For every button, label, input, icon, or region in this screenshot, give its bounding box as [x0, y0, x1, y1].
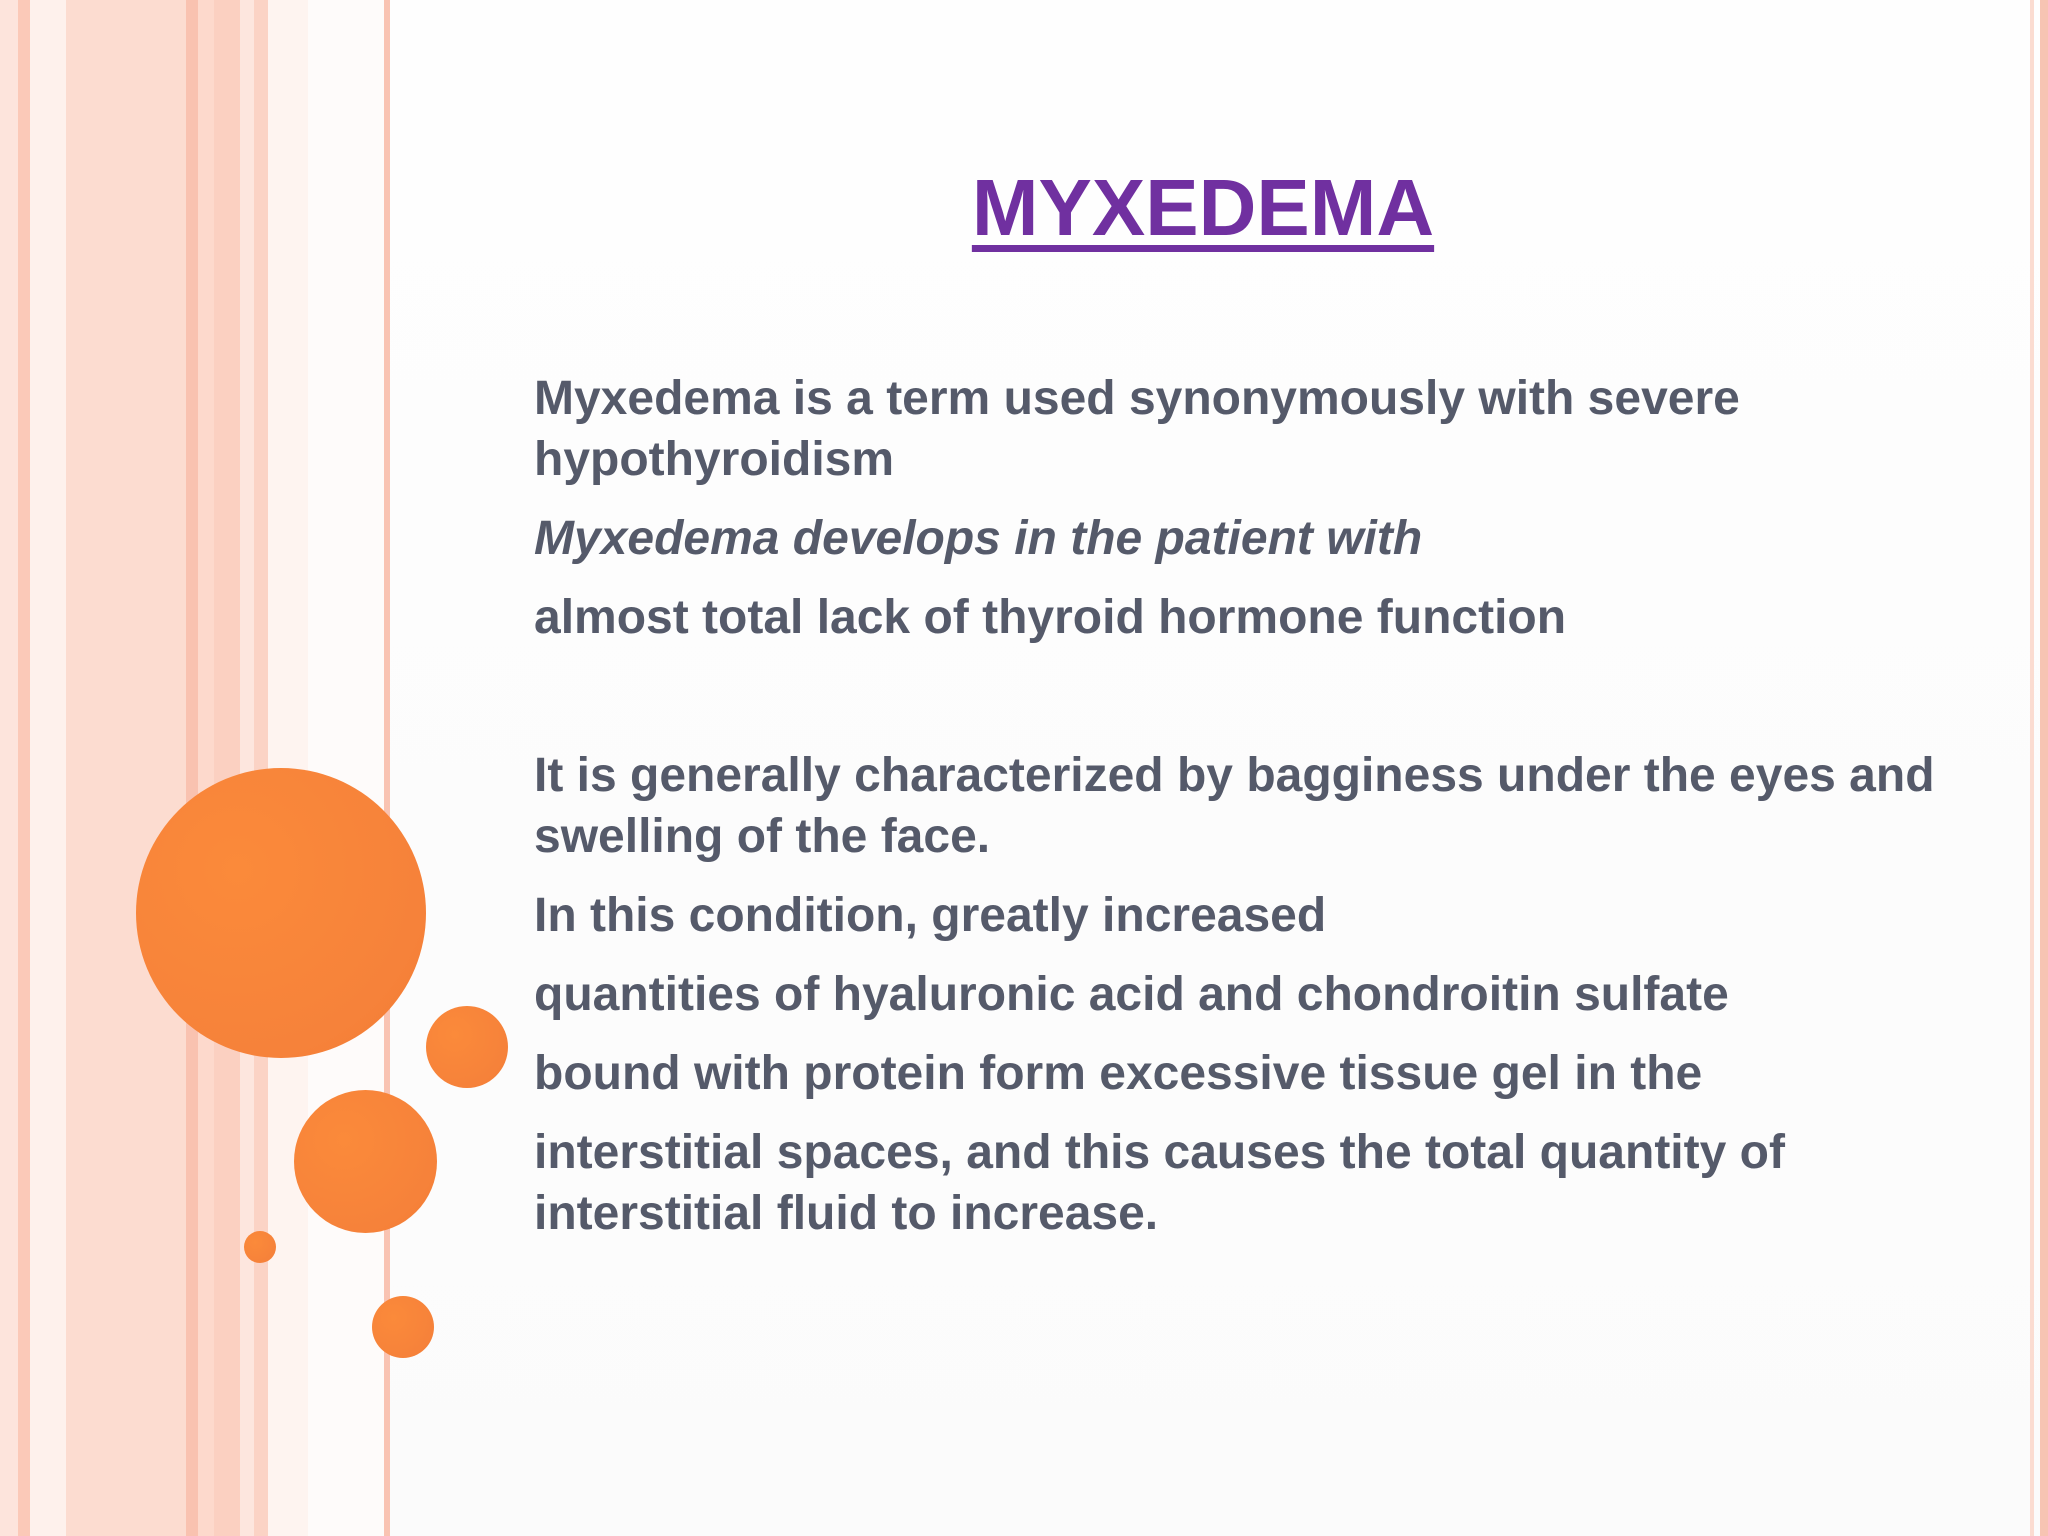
body-paragraph: In this condition, greatly increased — [534, 889, 1327, 942]
body-paragraph: It is generally characterized by bagginess under the eyes and swelling of the face. — [534, 749, 1935, 863]
stripe — [66, 0, 186, 1536]
slide-body — [534, 368, 1974, 1244]
orange-circle-medium — [294, 1090, 437, 1233]
slide-title — [640, 160, 1766, 256]
body-paragraph: bound with protein form excessive tissue gel in the — [534, 1047, 1703, 1100]
stripe — [198, 0, 214, 1536]
stripe — [0, 0, 18, 1536]
stripe — [18, 0, 30, 1536]
body-paragraph-italic: Myxedema develops in the patient with — [534, 512, 1423, 565]
stripe — [186, 0, 198, 1536]
stripe — [2040, 0, 2048, 1536]
stripe — [214, 0, 240, 1536]
body-paragraph: interstitial spaces, and this causes the total quantity of interstitial fluid to increase. — [534, 1126, 1785, 1240]
body-paragraph: quantities of hyaluronic acid and chondroitin sulfate — [534, 968, 1729, 1021]
orange-circle-small — [372, 1296, 434, 1358]
stripe — [308, 0, 384, 1536]
slide-title-text: MYXEDEMA — [971, 163, 1435, 252]
orange-circle-tiny — [244, 1231, 276, 1263]
orange-circle-small — [426, 1006, 508, 1088]
body-paragraph: Myxedema is a term used synonymously with severe hypothyroidism — [534, 372, 1740, 486]
orange-circle-large — [136, 768, 426, 1058]
stripe — [240, 0, 254, 1536]
stripe — [2030, 0, 2034, 1536]
stripe — [30, 0, 66, 1536]
body-paragraph: almost total lack of thyroid hormone function — [534, 591, 1567, 644]
